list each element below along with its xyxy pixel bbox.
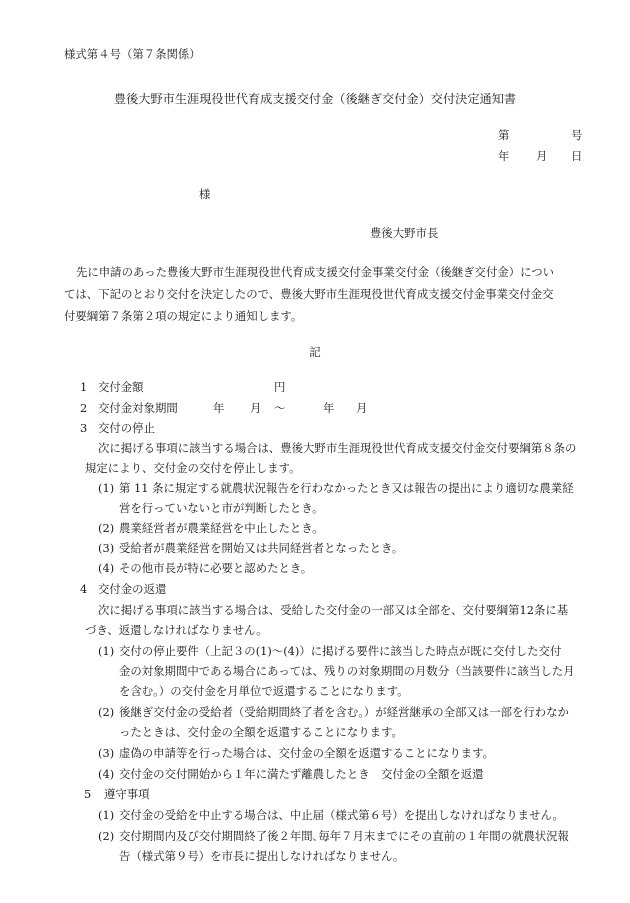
item4-sub-text: 後継ぎ交付金の受給者（受給期間終了者を含む。）が経営継承の全部又は一部を行わなか xyxy=(119,705,569,719)
item5-label: 遵守事項 xyxy=(104,787,150,801)
item5-sub-text: 告（様式第９号）を市長に提出しなければなりません。 xyxy=(119,849,405,863)
item2-month2: 月 xyxy=(356,401,368,415)
item2-year2: 年 xyxy=(323,401,335,415)
item3-sub-text: 第 11 条に規定する就農状況報告を行わなかったとき又は報告の提出により適切な農業経 xyxy=(119,481,574,495)
item1-label: 交付金額 xyxy=(98,380,144,394)
item5-number: 5 xyxy=(84,787,92,801)
issuer: 豊後大野市長 xyxy=(370,226,439,240)
item2-year1: 年 xyxy=(213,401,225,415)
item1-number: 1 xyxy=(80,380,88,394)
item2-month1: 月 xyxy=(250,401,262,415)
item3-lead-line: 次に掲げる事項に該当する場合は、豊後大野市生涯現役世代育成支援交付金交付要綱第８条の xyxy=(98,441,577,455)
item4-sub-text: 金の対象期間中である場合にあっては、残りの対象期間の月数分（当該要件に該当した月 xyxy=(119,664,575,678)
item4-sub-number: (2) xyxy=(98,705,115,719)
item1-unit: 円 xyxy=(274,380,286,394)
item3-sub-number: (4) xyxy=(98,561,115,575)
date-year: 年 xyxy=(498,149,510,163)
doc-number-dai: 第 xyxy=(498,128,510,142)
intro-line: 先に申請のあった豊後大野市生涯現役世代育成支援交付金事業交付金（後継ぎ交付金）につい xyxy=(76,265,555,279)
addressee-suffix: 様 xyxy=(199,187,211,201)
date-day: 日 xyxy=(571,149,583,163)
item3-sub-text: 営を行っていないと市が判断したとき。 xyxy=(119,501,324,515)
item3-sub-number: (1) xyxy=(98,481,115,495)
item3-sub-text: その他市長が特に必要と認めたとき。 xyxy=(119,561,313,575)
item2-label: 交付金対象期間 xyxy=(98,401,178,415)
item3-sub-number: (3) xyxy=(98,541,115,555)
item4-sub-number: (3) xyxy=(98,746,115,760)
form-label: 様式第４号（第７条関係） xyxy=(64,47,201,61)
item3-sub-number: (2) xyxy=(98,521,115,535)
item4-lead-line: づき、返還しなければなりません。 xyxy=(85,623,268,637)
item4-sub-text: 虚偽の申請等を行った場合は、交付金の全額を返還することになります。 xyxy=(119,746,494,760)
item4-sub-number: (1) xyxy=(98,644,115,658)
item4-lead-line: 次に掲げる事項に該当する場合は、受給した交付金の一部又は全部を、交付要綱第12条に基 xyxy=(98,603,569,617)
item3-lead-line: 規定により、交付金の交付を停止します。 xyxy=(85,461,301,475)
item4-label: 交付金の返還 xyxy=(98,582,167,596)
item5-sub-text: 交付金の受給を中止する場合は、中止届（様式第６号）を提出しなければなりません。 xyxy=(119,808,564,822)
document-title: 豊後大野市生涯現役世代育成支援交付金（後継ぎ交付金）交付決定通知書 xyxy=(113,92,517,106)
intro-line: 付要綱第７条第２項の規定により通知します。 xyxy=(64,309,303,323)
item5-sub-number: (2) xyxy=(98,829,115,843)
item3-label: 交付の停止 xyxy=(98,421,155,435)
ki-heading: 記 xyxy=(309,345,321,359)
item4-sub-text: を含む。）の交付金を月単位で返還することになります。 xyxy=(119,684,409,698)
item3-sub-text: 農業経営者が農業経営を中止したとき。 xyxy=(119,521,324,535)
item4-number: 4 xyxy=(80,582,88,596)
item5-sub-text: 交付期間内及び交付期間終了後２年間､毎年７月末までにその直前の１年間の就農状況報 xyxy=(119,829,569,843)
date-month: 月 xyxy=(536,149,548,163)
item2-tilde: ～ xyxy=(274,401,286,415)
doc-number-go: 号 xyxy=(571,128,583,142)
item4-sub-text: 交付の停止要件（上記３の(1)～(4)）に掲げる要件に該当した時点が既に交付した交付 xyxy=(119,644,562,658)
item3-sub-text: 受給者が農業経営を開始又は共同経営者となったとき。 xyxy=(119,541,404,555)
intro-line: ては、下記のとおり交付を決定したので、豊後大野市生涯現役世代育成支援交付金事業交付金交 xyxy=(64,287,554,301)
item3-number: 3 xyxy=(80,421,88,435)
item4-sub-text: ったときは、交付金の全額を返還することになります。 xyxy=(119,725,403,739)
item2-number: 2 xyxy=(80,401,88,415)
item4-sub-text: 交付金の交付開始から１年に満たず離農したとき 交付金の全額を返還 xyxy=(119,767,484,781)
item5-sub-number: (1) xyxy=(98,808,115,822)
item4-sub-number: (4) xyxy=(98,767,115,781)
